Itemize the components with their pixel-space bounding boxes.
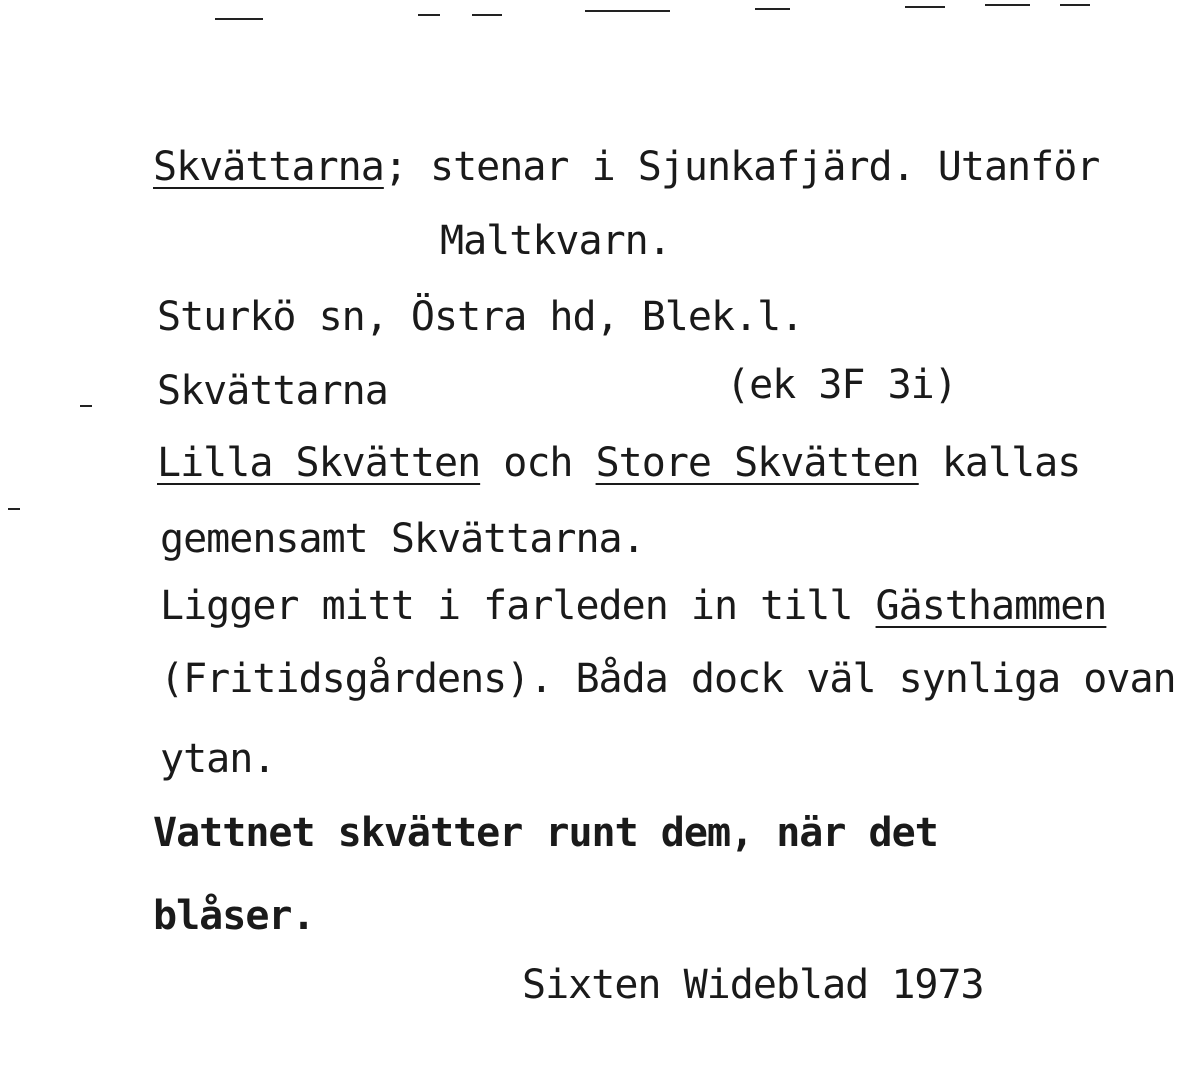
parish-district: Sturkö sn, Östra hd, Blek.l. (157, 294, 804, 340)
card-line-11 (153, 893, 315, 939)
scan-speck (1060, 4, 1090, 6)
headword: Skvättarna (153, 144, 384, 190)
etymology-note-end: blåser. (153, 893, 315, 939)
card-line-7 (160, 583, 1106, 629)
name-form: Skvättarna (157, 368, 388, 414)
card-line-9 (160, 736, 275, 782)
card-line-1 (153, 144, 1099, 190)
card-line-2 (440, 218, 671, 264)
map-reference (726, 362, 957, 408)
conjunction: och (480, 440, 596, 486)
card-line-3 (157, 294, 803, 340)
scan-speck (215, 18, 263, 20)
collective-name-text: gemensamt Skvättarna. (160, 516, 645, 562)
card-line-6 (160, 516, 645, 562)
scan-speck (80, 405, 92, 407)
visibility-note: (Fritidsgårdens). Båda dock väl synliga ovan (160, 656, 1176, 702)
place-name-store: Store Skvätten (595, 440, 919, 486)
line5-rest: kallas (918, 440, 1081, 486)
etymology-note: Vattnet skvätter runt dem, när det (153, 810, 938, 856)
location-text: Ligger mitt i farleden in till (160, 583, 876, 629)
scan-speck (985, 4, 1030, 6)
signature (522, 962, 984, 1008)
map-reference-text: (ek 3F 3i) (726, 362, 957, 408)
card-line-8 (160, 656, 1176, 702)
place-name-lilla: Lilla Skvätten (157, 440, 481, 486)
scan-speck (585, 10, 670, 12)
scan-speck (8, 508, 20, 510)
signature-text: Sixten Wideblad 1973 (522, 962, 984, 1008)
scan-speck (418, 14, 440, 16)
scan-speck (905, 6, 945, 8)
card-line-4 (157, 368, 388, 414)
location-note: Maltkvarn. (440, 218, 671, 264)
card-line-10 (153, 810, 938, 856)
scan-speck (472, 14, 502, 16)
visibility-note-end: ytan. (160, 736, 276, 782)
card-line-5 (157, 440, 1080, 486)
headword-description: ; stenar i Sjunkafjärd. Utanför (383, 144, 1100, 190)
place-name-gasthammen: Gästhammen (875, 583, 1107, 629)
scan-speck (755, 8, 790, 10)
